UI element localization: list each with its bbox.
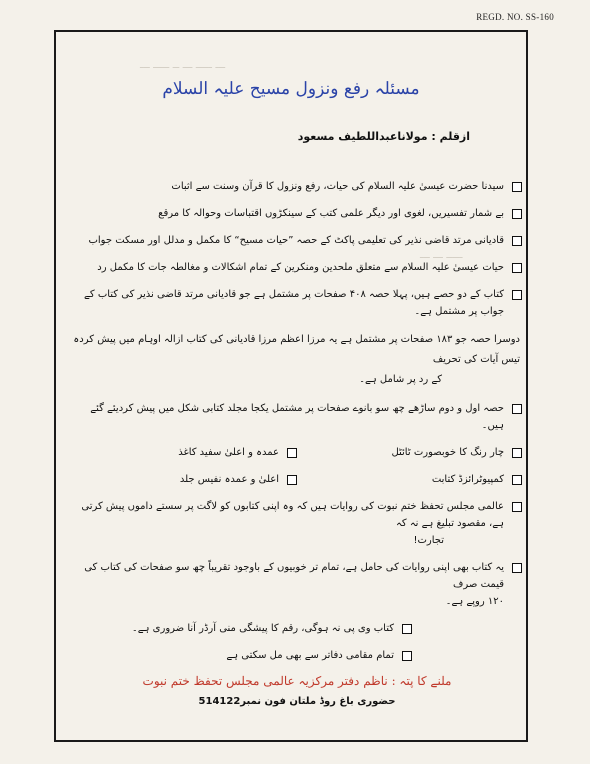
checkbox-icon bbox=[512, 263, 522, 273]
price-line: ۱۲۰ روپے ہے۔ bbox=[445, 596, 504, 607]
list-item-text: قادیانی مرتد قاضی نذیر کی تعلیمی پاکٹ کے حصہ ”حیات مسیح“ کا مکمل و مدلل اور مسکت جواب bbox=[88, 235, 504, 246]
two-column-row bbox=[72, 471, 522, 498]
contact-label: ملنے کا پتہ : bbox=[391, 674, 452, 688]
registration-number: REGD. NO. SS-160 bbox=[476, 12, 554, 22]
list-item bbox=[72, 259, 522, 276]
checkbox-icon bbox=[287, 448, 297, 458]
list-item bbox=[72, 286, 522, 320]
contact-heading bbox=[72, 674, 522, 688]
list-item-text: چار رنگ کا خوبصورت ٹائٹل bbox=[391, 447, 504, 458]
list-item bbox=[72, 647, 522, 664]
contact-organization: ناظم دفتر مرکزیہ عالمی مجلس تحفظ ختم نبوت bbox=[142, 674, 388, 688]
list-item-text: حیات عیسیٰ علیہ السلام سے متعلق ملحدین ومنکرین کے تمام اشکالات و مغالطہ جات کا مکمل رد bbox=[97, 262, 504, 273]
list-item bbox=[297, 444, 522, 461]
checkbox-icon bbox=[512, 290, 522, 300]
checkbox-icon bbox=[402, 651, 412, 661]
page-title: مسئلہ رفع ونزول مسیح علیہ السلام bbox=[162, 79, 420, 99]
checkbox-icon bbox=[287, 475, 297, 485]
paragraph-line: دوسرا حصہ جو ۱۸۳ صفحات پر مشتمل ہے یہ مرزا اعظم مرزا قادیانی کی کتاب ازالہ اوہام میں پیش کردہ تیس آیات کی تحریف bbox=[73, 334, 520, 365]
list-item-line: تجارت! bbox=[413, 535, 444, 546]
list-item-text: تمام مقامی دفاتر سے بھی مل سکتی ہے bbox=[226, 650, 394, 661]
list-item-line: یہ کتاب بھی اپنی روایات کی حامل ہے، تمام تر خوبیوں کے باوجود تقریباً چھ سو صفحات کی کتاب کی قیمت صرف bbox=[84, 562, 504, 590]
paragraph-line: کے رد پر شامل ہے۔ bbox=[359, 374, 442, 385]
feature-list bbox=[72, 178, 522, 707]
checkbox-icon bbox=[512, 182, 522, 192]
checkbox-icon bbox=[512, 236, 522, 246]
list-item bbox=[72, 498, 522, 549]
bleed-through-text: ـــــ ـــ ـــ bbox=[420, 248, 463, 261]
checkbox-icon bbox=[402, 624, 412, 634]
list-item-text: اعلیٰ و عمدہ نفیس جلد bbox=[179, 474, 279, 485]
two-column-row bbox=[72, 444, 522, 471]
checkbox-icon bbox=[512, 475, 522, 485]
list-item-line: عالمی مجلس تحفظ ختم نبوت کی روایات ہیں کہ وہ اپنی کتابوں کو لاگت پر سستے داموں پیش کرتی ہے، مقصود تبلیغ ہے نہ کہ bbox=[81, 501, 504, 529]
list-item bbox=[72, 232, 522, 249]
list-item-text: سیدنا حضرت عیسیٰ علیہ السلام کی حیات، رفع ونزول کا قرآن وسنت سے اثبات bbox=[171, 181, 504, 192]
second-part-paragraph bbox=[72, 330, 522, 390]
list-item bbox=[72, 178, 522, 195]
checkbox-icon bbox=[512, 502, 522, 512]
checkbox-icon bbox=[512, 404, 522, 414]
list-item bbox=[72, 559, 522, 610]
list-item-text: عمدہ و اعلیٰ سفید کاغذ bbox=[178, 447, 279, 458]
checkbox-icon bbox=[512, 563, 522, 573]
list-item bbox=[297, 471, 522, 488]
list-item-text: کمپیوٹرائزڈ کتابت bbox=[431, 474, 504, 485]
list-item-text: کتاب کے دو حصے ہیں، پہلا حصہ ۴۰۸ صفحات پر مشتمل ہے جو قادیانی مرتد قاضی نذیر کی کتاب کے جواب پر مشتمل ہے۔ bbox=[84, 289, 504, 317]
checkbox-icon bbox=[512, 448, 522, 458]
list-item bbox=[72, 444, 297, 461]
list-item-text: کتاب وی پی نہ ہوگی، رقم کا پیشگی منی آرڈر آنا ضروری ہے۔ bbox=[131, 623, 394, 634]
author-line: ازقلم : مولاناعبداللطیف مسعود bbox=[297, 130, 470, 143]
list-item bbox=[72, 620, 522, 637]
list-item bbox=[72, 400, 522, 434]
bleed-through-text: ـــ ـــــ ـــ ــ ـــــ ـــ bbox=[140, 58, 226, 71]
list-item-text bbox=[72, 498, 504, 549]
list-item bbox=[72, 205, 522, 222]
list-item-text: حصہ اول و دوم ساڑھے چھ سو بانوے صفحات پر مشتمل یکجا مجلد کتابی شکل میں پیش کردیئے گئے ہیں۔ bbox=[90, 403, 504, 431]
list-item bbox=[72, 471, 297, 488]
contact-address: حضوری باغ روڈ ملتان فون نمبر514122 bbox=[198, 696, 396, 707]
list-item-text: بے شمار تفسیریں، لغوی اور دیگر علمی کتب کے سینکڑوں اقتباسات وحوالہ کا مرقع bbox=[158, 208, 504, 219]
checkbox-icon bbox=[512, 209, 522, 219]
list-item-text bbox=[72, 559, 504, 610]
